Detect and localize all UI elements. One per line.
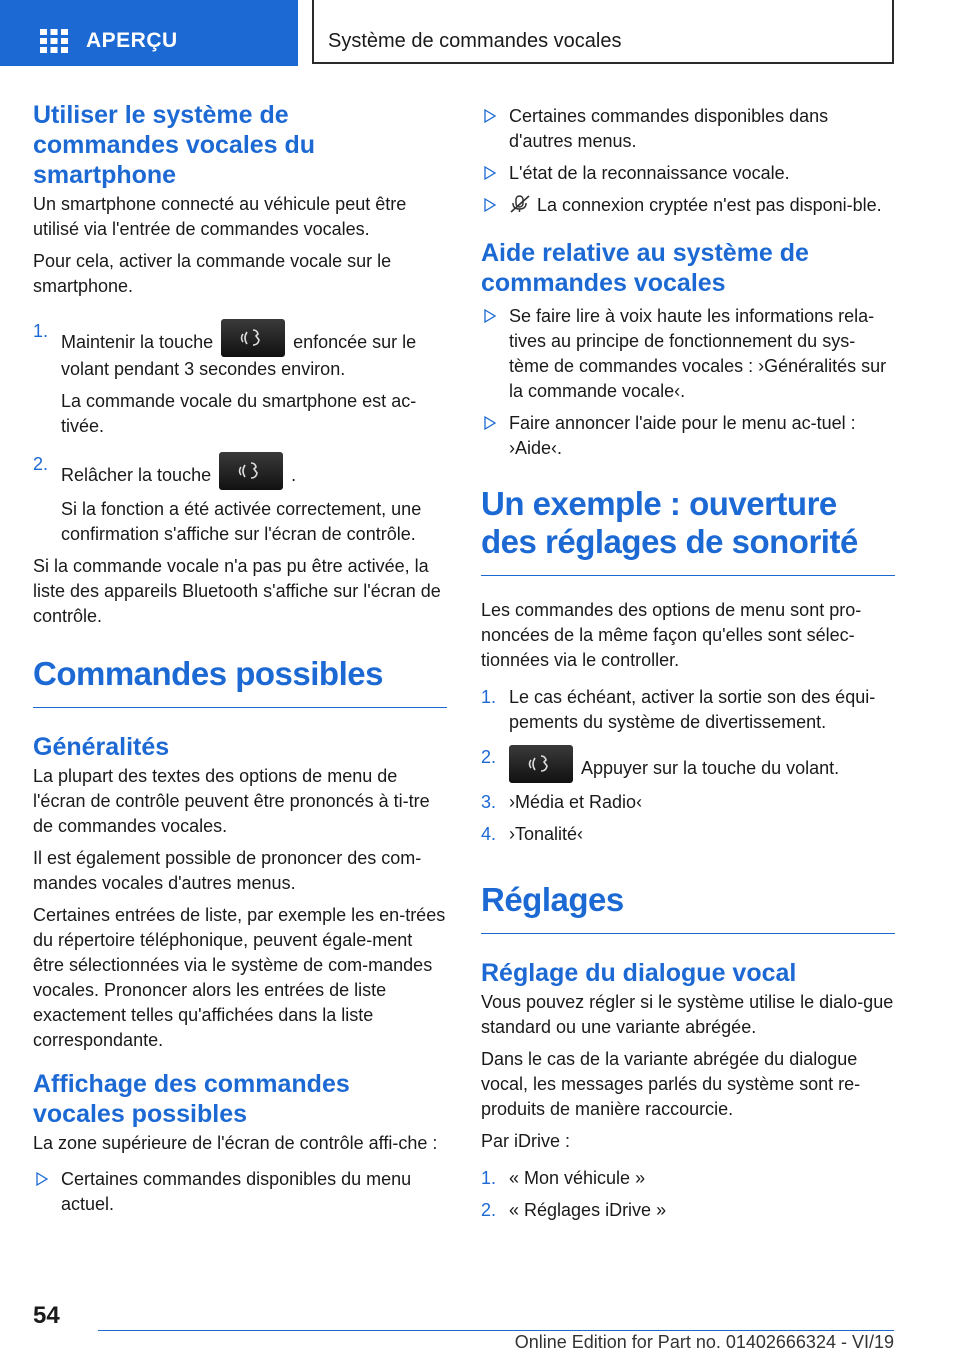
step-text: « Mon véhicule » [509, 1168, 646, 1188]
list-item [481, 790, 895, 815]
voice-command-icon [527, 753, 555, 775]
list-item [481, 193, 895, 218]
bullet-list [33, 1167, 447, 1217]
paragraph: Un smartphone connecté au véhicule peut être utilisé via l'entrée de commandes vocales. [33, 194, 407, 239]
subsection-title-dialogue: Réglage du dialogue vocal [481, 959, 797, 987]
bullet-list [481, 304, 895, 461]
footer-edition: Online Edition for Part no. 01402666324 - VI/19 [514, 1332, 894, 1352]
triangle-bullet-icon [483, 107, 497, 125]
step-number: 1. [33, 321, 49, 341]
step-note: La commande vocale du smartphone est ac‐tivée. [61, 391, 417, 436]
list-item [481, 1166, 895, 1191]
bullet-list [481, 104, 895, 218]
step-text: « Réglages iDrive » [509, 1200, 667, 1220]
step-number: 4. [481, 824, 497, 844]
step-number: 2. [33, 454, 49, 474]
overview-label: APERÇU [86, 29, 178, 52]
steps-list [481, 685, 895, 847]
bullet-text: Certaines commandes disponibles dans d'autres menus. [509, 106, 829, 151]
triangle-bullet-icon [483, 414, 497, 432]
voice-key-button [219, 452, 283, 490]
bullet-text: Faire annoncer l'aide pour le menu ac‐tuel : ›Aide‹. [509, 413, 856, 458]
steps-list [33, 319, 447, 547]
page-header [0, 0, 960, 66]
paragraph: Il est également possible de prononcer des com‐mandes vocales d'autres menus. [33, 848, 422, 893]
paragraph: La plupart des textes des options de menu de l'écran de contrôle peuvent être prononcés à ti‐tre de commandes vocales. [33, 766, 430, 836]
section-title-aide: Aide relative au système de commandes vocales [481, 239, 809, 297]
section-title-possibles: Commandes possibles [33, 655, 447, 708]
step-text: enfoncée sur le volant pendant 3 secondes environ. [61, 332, 417, 379]
list-item [481, 685, 895, 735]
voice-key-button [509, 745, 573, 783]
page-number: 54 [33, 1302, 60, 1329]
step-text: . [291, 465, 297, 485]
bullet-text: L'état de la reconnaissance vocale. [509, 163, 790, 183]
paragraph: Si la commande vocale n'a pas pu être activée, la liste des appareils Bluetooth s'affiche sur l'écran de contrôle. [33, 556, 441, 626]
triangle-bullet-icon [483, 164, 497, 182]
grid-icon [40, 29, 68, 53]
step-note: Si la fonction a été activée correctement, une confirmation s'affiche sur l'écran de contrôle. [61, 499, 422, 544]
subsection-title-generalites: Généralités [33, 733, 170, 761]
list-item [33, 319, 447, 439]
step-text: ›Média et Radio‹ [509, 792, 643, 812]
list-item [481, 1198, 895, 1223]
overview-tab[interactable] [0, 0, 298, 66]
list-item [481, 411, 895, 461]
left-column [33, 100, 447, 1217]
section-title-smartphone: Utiliser le système de commandes vocales du smartphone [33, 101, 316, 189]
right-column [481, 104, 895, 1223]
step-text: Le cas échéant, activer la sortie son des équi‐pements du système de divertissement. [509, 687, 876, 732]
list-item [481, 104, 895, 154]
voice-key-button [221, 319, 285, 357]
paragraph: Dans le cas de la variante abrégée du dialogue vocal, les messages parlés du système sont re‐produits de manière raccourcie. [481, 1049, 861, 1119]
step-number: 3. [481, 792, 497, 812]
subsection-title-affichage: Affichage des commandes vocales possibles [33, 1070, 350, 1128]
list-item [481, 304, 895, 404]
paragraph: Pour cela, activer la commande vocale sur le smartphone. [33, 251, 392, 296]
list-item [481, 745, 895, 783]
step-text: Appuyer sur la touche du volant. [581, 758, 840, 778]
paragraph: La zone supérieure de l'écran de contrôle affi‐che : [33, 1133, 438, 1153]
list-item [33, 452, 447, 547]
bullet-text: La connexion cryptée n'est pas disponi‐ble. [537, 195, 882, 215]
voice-command-icon [237, 460, 265, 482]
list-item [481, 161, 895, 186]
bullet-text: Certaines commandes disponibles du menu actuel. [61, 1169, 412, 1214]
step-number: 2. [481, 747, 497, 767]
triangle-bullet-icon [483, 307, 497, 325]
chapter-title-box [312, 0, 894, 64]
section-title-exemple: Un exemple : ouverture des réglages de sonorité [481, 485, 895, 576]
paragraph: Vous pouvez régler si le système utilise le dialo‐gue standard ou une variante abrégée. [481, 992, 894, 1037]
bullet-text: Se faire lire à voix haute les informations rela‐tives au principe de fonctionnement du sys‐tème de commandes vocales : ›Généralités sur la commande vocale‹. [509, 306, 887, 401]
chapter-title: Système de commandes vocales [328, 30, 622, 52]
triangle-bullet-icon [35, 1170, 49, 1188]
voice-command-icon [239, 327, 267, 349]
step-text: Relâcher la touche [61, 465, 212, 485]
steps-list [481, 1166, 895, 1223]
paragraph: Les commandes des options de menu sont pro‐noncées de la même façon qu'elles sont sélec‐tionnées via le controller. [481, 600, 862, 670]
section-title-reglages: Réglages [481, 881, 895, 934]
step-text: Maintenir la touche [61, 332, 214, 352]
list-item [481, 822, 895, 847]
triangle-bullet-icon [483, 196, 497, 214]
step-number: 1. [481, 1168, 497, 1188]
step-number: 2. [481, 1200, 497, 1220]
microphone-crossed-icon [509, 194, 531, 214]
paragraph: Par iDrive : [481, 1131, 571, 1151]
list-item [33, 1167, 447, 1217]
step-number: 1. [481, 687, 497, 707]
paragraph: Certaines entrées de liste, par exemple les en‐trées du répertoire téléphonique, peuvent égale‐ment être sélectionnées via le système de com‐mandes vocales. Prononcer alors les entrées de liste exactement telles qu'affichées dans la liste correspondante. [33, 905, 446, 1050]
step-text: ›Tonalité‹ [509, 824, 584, 844]
footer-divider [98, 1330, 894, 1331]
